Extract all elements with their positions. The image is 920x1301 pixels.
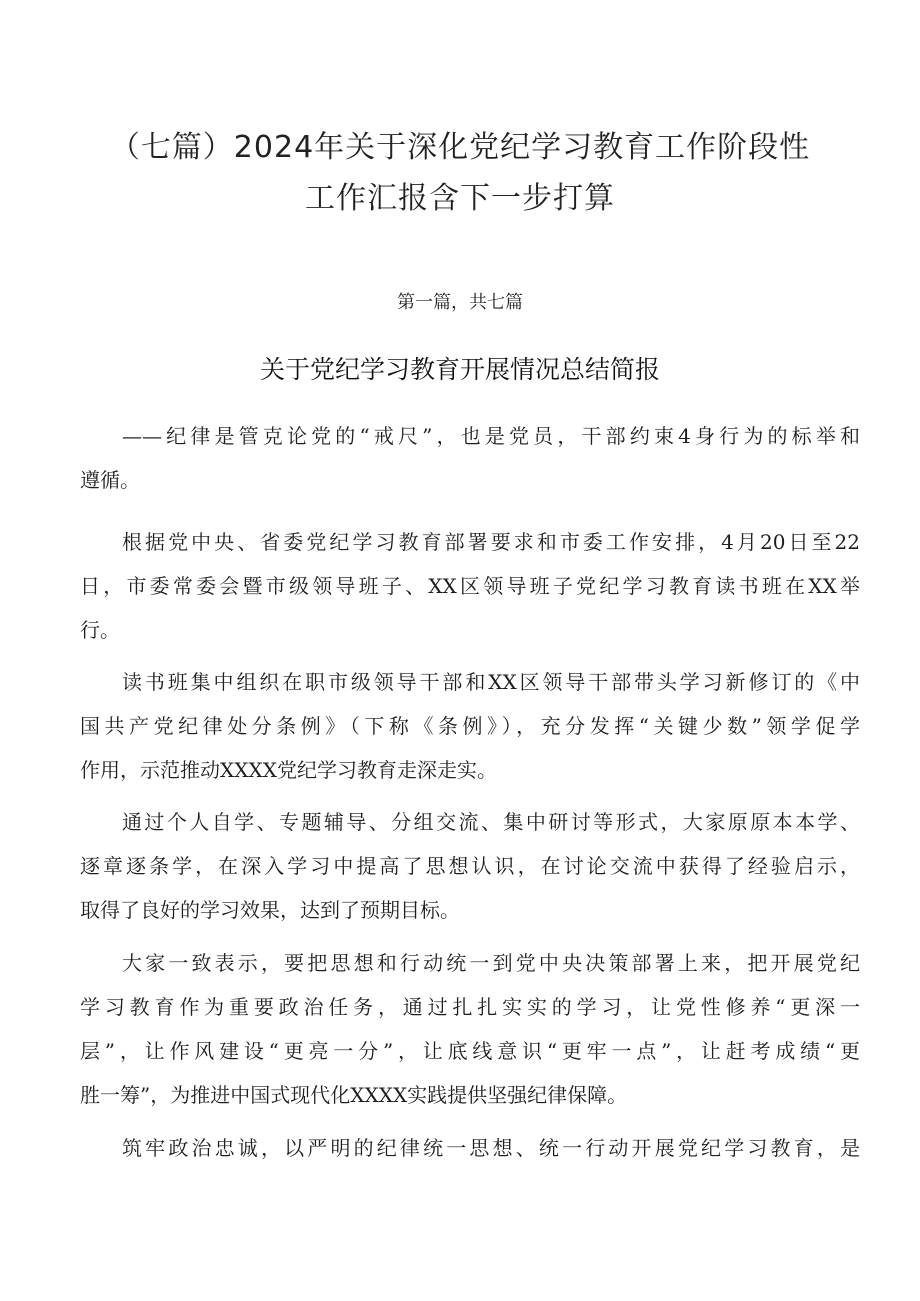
paragraph-line: 取得了良好的学习效果，达到了预期目标。	[80, 898, 460, 922]
title-line: （七篇）2024年关于深化党纪学习教育工作阶段性	[109, 130, 811, 165]
paragraph-line: 日，市委常委会暨市级领导班子、XX区领导班子党纪学习教育读书班在XX举	[80, 574, 860, 598]
paragraph-line: 国共产党纪律处分条例》（下称《条例》），充分发挥“关键少数”领学促学	[80, 714, 860, 738]
paragraph-line: ——纪律是管克论党的“戒尺”，也是党员，干部约束4身行为的标举和	[122, 424, 860, 448]
paragraph	[80, 520, 860, 652]
paragraph-line: 逐章逐条学，在深入学习中提高了思想认识，在讨论交流中获得了经验启示，	[80, 854, 860, 878]
paragraph-line: 行。	[80, 618, 120, 642]
paragraph-line: 大家一致表示，要把思想和行动统一到党中央决策部署上来，把开展党纪	[122, 951, 860, 975]
document-title	[90, 122, 830, 224]
section-title: 关于党纪学习教育开展情况总结简报	[259, 355, 660, 384]
paragraph	[80, 800, 860, 932]
paragraph	[80, 941, 860, 1117]
chapter-label: 第一篇，共七篇	[397, 292, 523, 313]
paragraph	[80, 660, 860, 792]
paragraph-line: 学习教育作为重要政治任务，通过扎扎实实的学习，让党性修养“更深一	[80, 995, 860, 1019]
paragraph-line: 遵循。	[80, 468, 140, 492]
paragraph-line: 读书班集中组织在职市级领导干部和XX区领导干部带头学习新修订的《中	[122, 670, 860, 694]
paragraph-line: 通过个人自学、专题辅导、分组交流、集中研讨等形式，大家原原本本学、	[122, 810, 860, 834]
paragraph-line: 作用，示范推动XXXX党纪学习教育走深走实。	[80, 758, 497, 782]
paragraph	[80, 1126, 860, 1170]
paragraph-line: 筑牢政治忠诚，以严明的纪律统一思想、统一行动开展党纪学习教育，是	[122, 1136, 860, 1160]
paragraph-line: 胜一筹”，为推进中国式现代化XXXX实践提供坚强纪律保障。	[80, 1083, 628, 1107]
paragraph-line: 根据党中央、省委党纪学习教育部署要求和市委工作安排，4月20日至22	[122, 530, 860, 554]
paragraph	[80, 414, 860, 502]
paragraph-line: 层”，让作风建设“更亮一分”，让底线意识“更牢一点”，让赶考成绩“更	[80, 1039, 860, 1063]
title-line: 工作汇报含下一步打算	[305, 181, 615, 216]
